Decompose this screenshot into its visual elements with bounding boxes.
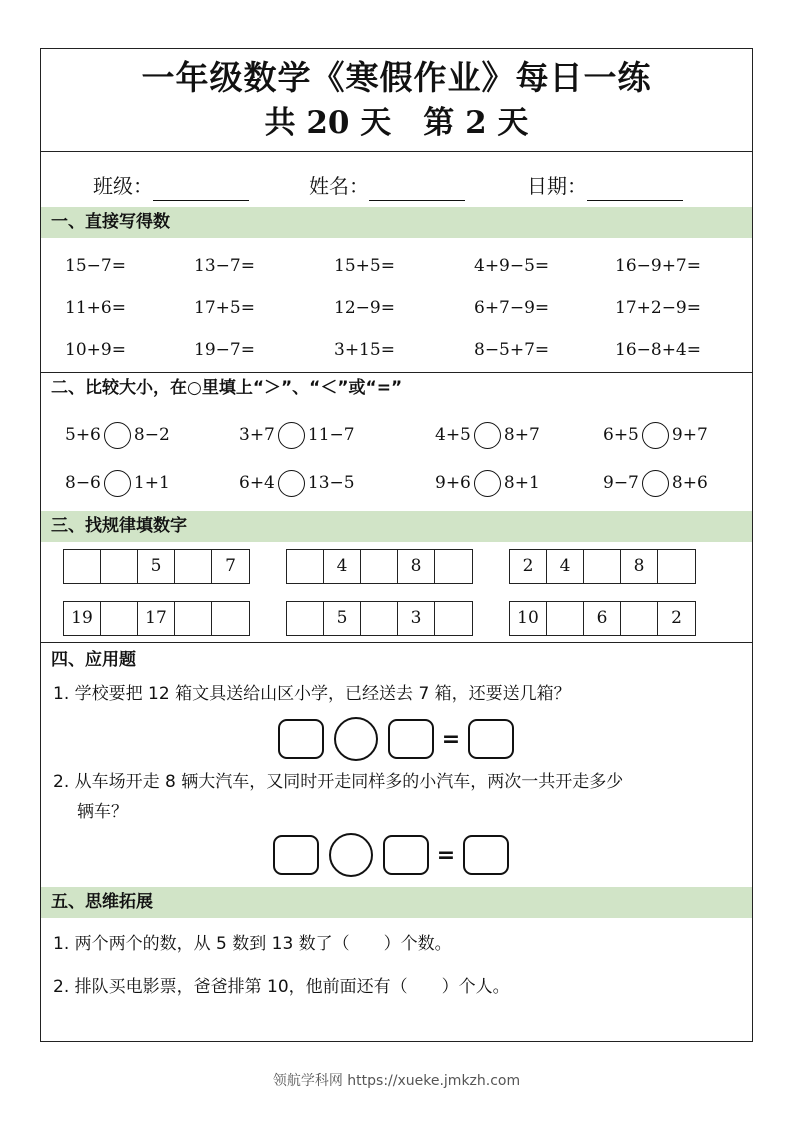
given-number-cell: 10 <box>510 602 547 635</box>
equals-sign: = <box>436 842 456 868</box>
operator-circle[interactable] <box>329 833 373 877</box>
blank-number-cell[interactable] <box>547 602 584 635</box>
equation-boxes-2 <box>273 834 509 876</box>
left-expression: 5+6 <box>65 425 101 445</box>
blank-number-cell[interactable] <box>584 550 621 583</box>
section2-header: 二、比较大小，在○里填上“＞”、“＜”或“=” <box>51 378 403 398</box>
arithmetic-problem: 4+9−5= <box>474 256 550 276</box>
compare-circle[interactable] <box>278 470 305 497</box>
arithmetic-problem: 17+2−9= <box>615 298 701 318</box>
given-number-cell: 2 <box>510 550 547 583</box>
given-number-cell: 3 <box>398 602 435 635</box>
compare-circle[interactable] <box>104 422 131 449</box>
comparison-item <box>239 420 355 450</box>
compare-circle[interactable] <box>642 422 669 449</box>
equation-boxes-1 <box>278 718 514 760</box>
current-day: 第 2 天 <box>423 105 529 141</box>
compare-circle[interactable] <box>474 422 501 449</box>
left-expression: 6+4 <box>239 473 275 493</box>
answer-box[interactable] <box>468 719 514 759</box>
comparison-item <box>65 420 170 450</box>
blank-number-cell[interactable] <box>101 550 138 583</box>
date-label: 日期： <box>527 174 587 198</box>
blank-number-cell[interactable] <box>212 602 249 635</box>
blank-number-cell[interactable] <box>175 602 212 635</box>
left-expression: 9−7 <box>603 473 639 493</box>
answer-box[interactable] <box>388 719 434 759</box>
left-expression: 3+7 <box>239 425 275 445</box>
pattern-sequence <box>286 601 473 636</box>
given-number-cell: 5 <box>138 550 175 583</box>
pattern-sequence <box>509 601 696 636</box>
arithmetic-problem: 15−7= <box>65 256 126 276</box>
blank-number-cell[interactable] <box>621 602 658 635</box>
comparison-item <box>435 468 540 498</box>
class-field <box>93 171 249 201</box>
right-expression: 8+6 <box>671 473 708 493</box>
arithmetic-problem: 8−5+7= <box>474 340 550 360</box>
pattern-sequence <box>509 549 696 584</box>
pattern-sequence <box>63 601 250 636</box>
given-number-cell: 4 <box>324 550 361 583</box>
pattern-sequence <box>286 549 473 584</box>
date-blank[interactable] <box>587 179 683 201</box>
section3-header: 三、找规律填数字 <box>41 511 752 542</box>
pattern-sequence <box>63 549 250 584</box>
thinking-question-2: 2. 排队买电影票，爸爸排第 10，他前面还有（ ）个人。 <box>53 977 510 997</box>
given-number-cell: 8 <box>621 550 658 583</box>
compare-circle[interactable] <box>104 470 131 497</box>
arithmetic-problem: 3+15= <box>334 340 395 360</box>
blank-number-cell[interactable] <box>101 602 138 635</box>
word-problem-2-line2: 辆车？ <box>77 802 128 822</box>
total-days: 共 20 天 <box>264 105 392 141</box>
given-number-cell: 7 <box>225 556 236 576</box>
arithmetic-problem: 11+6= <box>65 298 126 318</box>
given-number-cell: 5 <box>324 602 361 635</box>
right-expression: 8+7 <box>503 425 540 445</box>
operator-circle[interactable] <box>334 717 378 761</box>
answer-box[interactable] <box>278 719 324 759</box>
arithmetic-problem: 12−9= <box>334 298 395 318</box>
right-expression: 9+7 <box>671 425 708 445</box>
left-expression: 8−6 <box>65 473 101 493</box>
thinking-question-1: 1. 两个两个的数，从 5 数到 13 数了（ ）个数。 <box>53 934 452 954</box>
comparison-item <box>65 468 170 498</box>
divider <box>41 642 752 643</box>
answer-box[interactable] <box>463 835 509 875</box>
given-number-cell: 17 <box>138 602 175 635</box>
arithmetic-problem: 10+9= <box>65 340 126 360</box>
section4-header: 四、应用题 <box>51 650 136 670</box>
right-expression: 1+1 <box>133 473 170 493</box>
date-field <box>527 171 683 201</box>
arithmetic-problem: 13−7= <box>194 256 255 276</box>
given-number-cell: 6 <box>584 602 621 635</box>
footer-watermark: 领航学科网 https://xueke.jmkzh.com <box>272 1073 521 1089</box>
blank-number-cell[interactable] <box>361 602 398 635</box>
right-expression: 8+1 <box>503 473 540 493</box>
equals-sign: = <box>441 726 461 752</box>
arithmetic-problem: 15+5= <box>334 256 395 276</box>
word-problem-2-line1: 2. 从车场开走 8 辆大汽车，又同时开走同样多的小汽车，两次一共开走多少 <box>53 772 624 792</box>
class-blank[interactable] <box>153 179 249 201</box>
compare-circle[interactable] <box>642 470 669 497</box>
right-expression: 8−2 <box>133 425 170 445</box>
left-expression: 4+5 <box>435 425 471 445</box>
blank-number-cell[interactable] <box>435 550 472 583</box>
answer-box[interactable] <box>273 835 319 875</box>
comparison-item <box>239 468 355 498</box>
page-title: 一年级数学《寒假作业》每日一练 <box>141 58 652 97</box>
comparison-item <box>603 420 708 450</box>
divider <box>41 151 752 152</box>
compare-circle[interactable] <box>474 470 501 497</box>
comparison-item <box>603 468 708 498</box>
word-problem-1: 1. 学校要把 12 箱文具送给山区小学，已经送去 7 箱，还要送几箱？ <box>53 684 571 704</box>
arithmetic-problem: 6+7−9= <box>474 298 550 318</box>
comparison-item <box>435 420 540 450</box>
given-number-cell: 4 <box>547 550 584 583</box>
name-field <box>309 171 465 201</box>
blank-number-cell[interactable] <box>658 550 695 583</box>
day-counter <box>41 103 752 143</box>
arithmetic-problem: 16−8+4= <box>615 340 701 360</box>
right-expression: 13−5 <box>307 473 355 493</box>
answer-box[interactable] <box>383 835 429 875</box>
given-number-cell: 8 <box>398 550 435 583</box>
left-expression: 6+5 <box>603 425 639 445</box>
blank-number-cell[interactable] <box>287 602 324 635</box>
worksheet <box>40 48 753 1042</box>
blank-number-cell[interactable] <box>175 550 212 583</box>
arithmetic-problem: 16−9+7= <box>615 256 701 276</box>
section5-header: 五、思维拓展 <box>41 887 752 918</box>
class-label: 班级： <box>93 174 153 198</box>
blank-number-cell[interactable] <box>435 602 472 635</box>
given-number-cell: 19 <box>64 602 101 635</box>
arithmetic-problem: 19−7= <box>194 340 255 360</box>
name-label: 姓名： <box>309 174 369 198</box>
given-number-cell: 2 <box>671 608 682 628</box>
blank-number-cell[interactable] <box>64 550 101 583</box>
compare-circle[interactable] <box>278 422 305 449</box>
section1-header: 一、直接写得数 <box>41 207 752 238</box>
right-expression: 11−7 <box>307 425 355 445</box>
left-expression: 9+6 <box>435 473 471 493</box>
arithmetic-problem: 17+5= <box>194 298 255 318</box>
blank-number-cell[interactable] <box>287 550 324 583</box>
name-blank[interactable] <box>369 179 465 201</box>
blank-number-cell[interactable] <box>361 550 398 583</box>
